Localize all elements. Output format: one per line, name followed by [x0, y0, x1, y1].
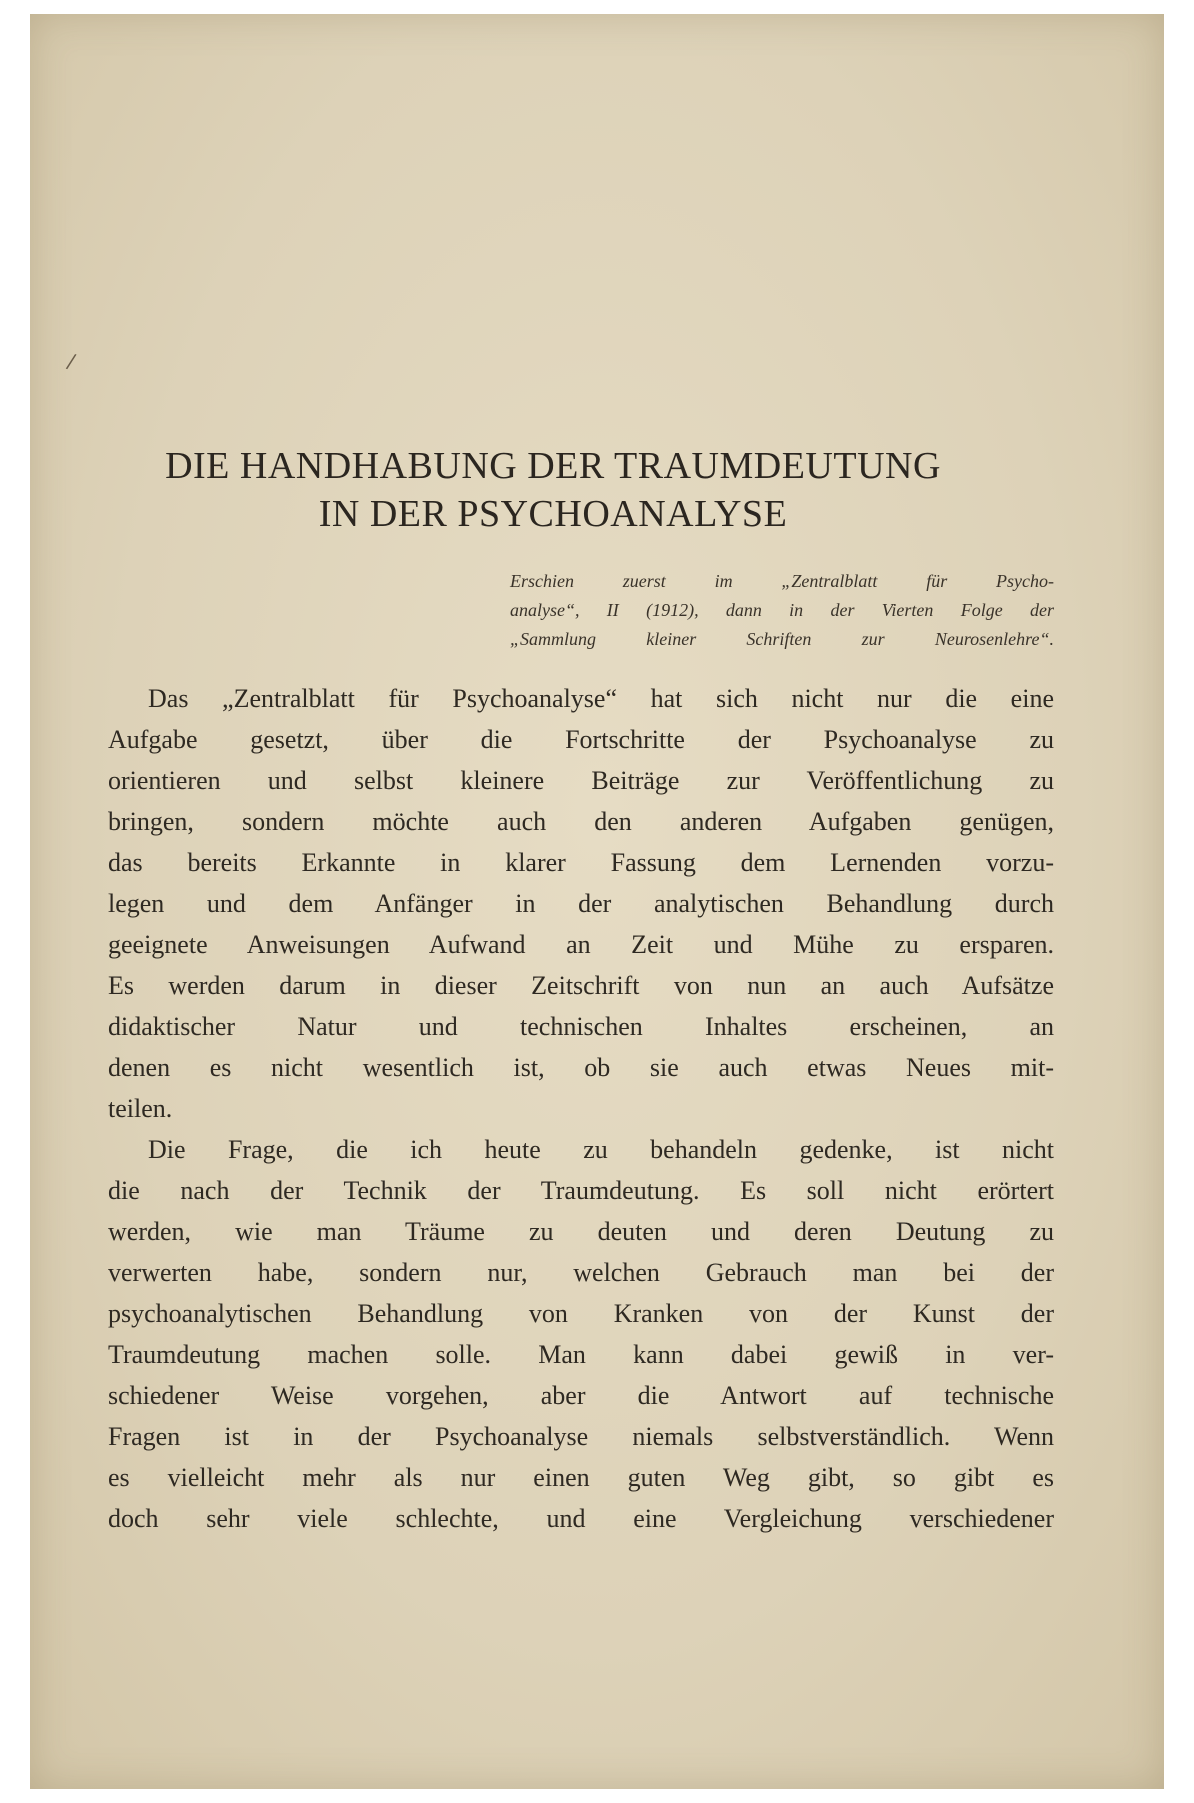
- chapter-title: [70, 442, 1036, 538]
- source-note-line-2: analyse“, II (1912), dann in der Vierten Folge der: [510, 600, 1054, 620]
- text-line: Die Frage, die ich heute zu behandeln gedenke, ist nicht: [148, 1135, 1054, 1164]
- text-line: werden, wie man Träume zu deuten und deren Deutung zu: [108, 1217, 1054, 1246]
- text-line: bringen, sondern möchte auch den anderen Aufgaben genügen,: [108, 807, 1054, 836]
- stray-mark: /: [65, 348, 78, 374]
- text-line: Das „Zentralblatt für Psychoanalyse“ hat sich nicht nur die eine: [148, 684, 1054, 713]
- chapter-title-line-1: DIE HANDHABUNG DER TRAUMDEUTUNG: [165, 445, 941, 487]
- text-line: teilen.: [108, 1094, 173, 1123]
- text-line: verwerten habe, sondern nur, welchen Gebrauch man bei der: [108, 1258, 1054, 1287]
- body-text: [108, 678, 1054, 1539]
- text-line: es vielleicht mehr als nur einen guten Weg gibt, so gibt es: [108, 1463, 1054, 1492]
- text-line: doch sehr viele schlechte, und eine Vergleichung verschiedener: [108, 1504, 1054, 1533]
- text-line: schiedener Weise vorgehen, aber die Antwort auf technische: [108, 1381, 1054, 1410]
- text-line: Traumdeutung machen solle. Man kann dabei gewiß in ver-: [108, 1340, 1054, 1369]
- text-line: geeignete Anweisungen Aufwand an Zeit und Mühe zu ersparen.: [108, 930, 1054, 959]
- source-note-line-3: „Sammlung kleiner Schriften zur Neurosenlehre“.: [510, 629, 1054, 649]
- text-line: das bereits Erkannte in klarer Fassung dem Lernenden vorzu-: [108, 848, 1054, 877]
- source-note-line-1: Erschien zuerst im „Zentralblatt für Psycho-: [510, 571, 1054, 591]
- text-line: die nach der Technik der Traumdeutung. Es soll nicht erörtert: [108, 1176, 1054, 1205]
- text-line: didaktischer Natur und technischen Inhaltes erscheinen, an: [108, 1012, 1054, 1041]
- book-page: [30, 14, 1164, 1789]
- paragraph-1: [108, 678, 1054, 1129]
- text-line: legen und dem Anfänger in der analytischen Behandlung durch: [108, 889, 1054, 918]
- text-line: Aufgabe gesetzt, über die Fortschritte der Psychoanalyse zu: [108, 725, 1054, 754]
- text-line: psychoanalytischen Behandlung von Kranken von der Kunst der: [108, 1299, 1054, 1328]
- paragraph-2: [108, 1129, 1054, 1539]
- text-line: Fragen ist in der Psychoanalyse niemals selbstverständlich. Wenn: [108, 1422, 1054, 1451]
- text-line: Es werden darum in dieser Zeitschrift von nun an auch Aufsätze: [108, 971, 1054, 1000]
- source-note: [510, 567, 1054, 654]
- chapter-title-line-2: IN DER PSYCHOANALYSE: [318, 493, 788, 535]
- text-line: denen es nicht wesentlich ist, ob sie auch etwas Neues mit-: [108, 1053, 1054, 1082]
- text-line: orientieren und selbst kleinere Beiträge zur Veröffentlichung zu: [108, 766, 1054, 795]
